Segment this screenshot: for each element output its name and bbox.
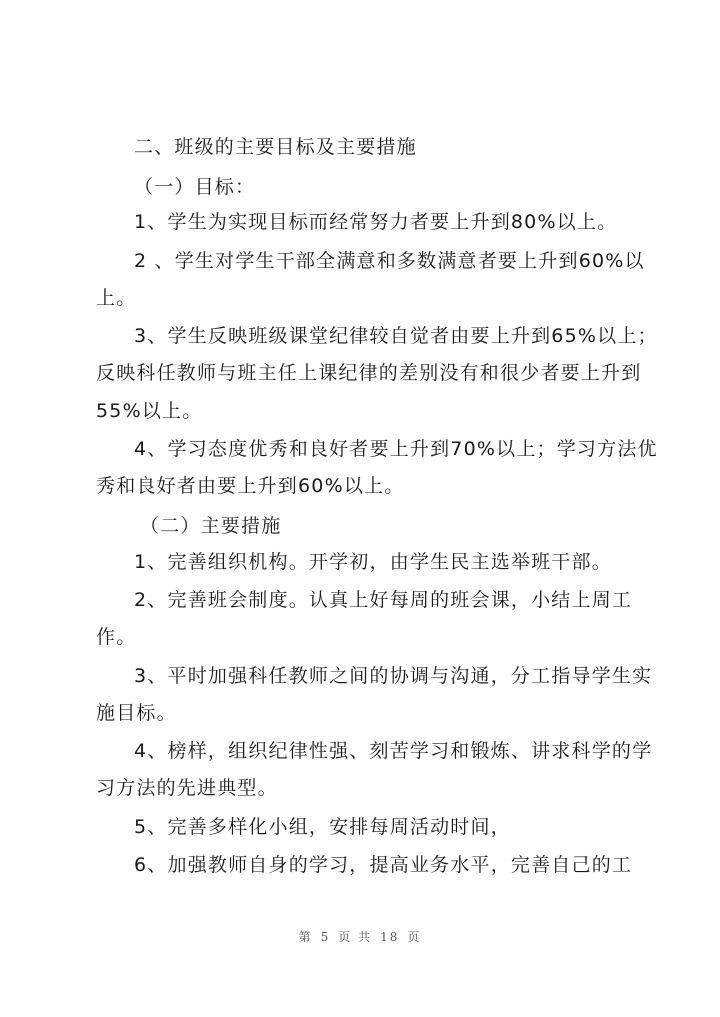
measure-5: 5、完善多样化小组，安排每周活动时间， [134, 816, 511, 838]
measures-subheading: （二）主要措施 [140, 515, 282, 537]
goal-2-line-2: 上。 [96, 287, 137, 309]
footer-prefix: 第 [298, 930, 313, 944]
goal-1: 1、学生为实现目标而经常努力者要上升到80%以上。 [134, 211, 618, 233]
section-heading: 二、班级的主要目标及主要措施 [134, 136, 417, 158]
measure-6-line-1: 6、加强教师自身的学习，提高业务水平，完善自己的工 [134, 854, 633, 876]
footer-mid: 页 共 [338, 930, 373, 944]
measure-2-line-1: 2、完善班会制度。认真上好每周的班会课，小结上周工 [134, 589, 633, 611]
measure-4-line-1: 4、榜样，组织纪律性强、刻苦学习和锻炼、讲求科学的学 [134, 740, 653, 762]
measure-3-line-2: 施目标。 [96, 702, 177, 724]
goal-3-line-2: 反映科任教师与班主任上课纪律的差别没有和很少者要上升到 [96, 362, 642, 384]
goal-4-line-2: 秀和良好者由要上升到60%以上。 [96, 475, 405, 497]
measure-4-line-2: 习方法的先进典型。 [96, 777, 278, 799]
page-footer [0, 928, 720, 945]
goal-3-line-3: 55%以上。 [96, 400, 203, 422]
measure-3-line-1: 3、平时加强科任教师之间的协调与沟通，分工指导学生实 [134, 665, 653, 687]
measure-2-line-2: 作。 [96, 626, 137, 648]
footer-current-page: 5 [320, 930, 331, 944]
goals-subheading: （一）目标： [134, 176, 256, 198]
footer-total-pages: 18 [380, 930, 400, 944]
goal-2-line-1: 2 、学生对学生干部全满意和多数满意者要上升到60%以 [134, 250, 645, 272]
measure-1: 1、完善组织机构。开学初，由学生民主选举班干部。 [134, 551, 612, 573]
goal-3-line-1: 3、学生反映班级课堂纪律较自觉者由要上升到65%以上； [134, 325, 658, 347]
footer-suffix: 页 [407, 930, 422, 944]
goal-4-line-1: 4、学习态度优秀和良好者要上升到70%以上；学习方法优 [134, 438, 658, 460]
